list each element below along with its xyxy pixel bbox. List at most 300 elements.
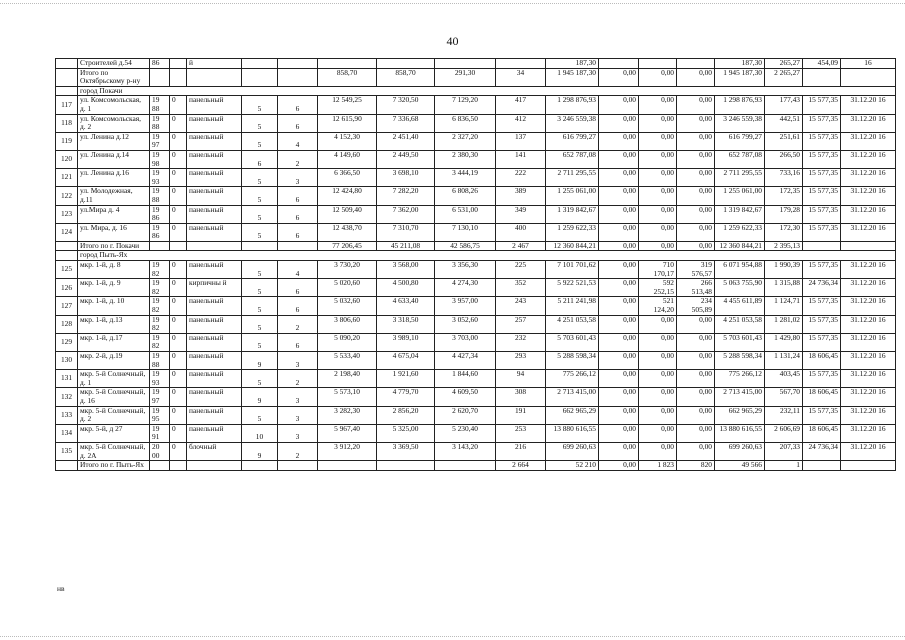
table-cell: 4 427,34 — [435, 352, 496, 370]
table-cell: 19 88 — [150, 352, 170, 370]
table-cell: 49 566 — [715, 461, 765, 471]
table-cell: панельный — [187, 370, 242, 388]
table-cell: 34 — [496, 68, 546, 86]
table-cell: 2 856,20 — [377, 406, 435, 424]
table-cell: 9 — [242, 442, 278, 460]
table-cell: 31.12.20 16 — [841, 169, 896, 187]
table-cell: 0,00 — [677, 370, 715, 388]
table-cell: 2 711 295,55 — [715, 169, 765, 187]
table-cell: 0,00 — [599, 68, 639, 86]
table-cell: 19 93 — [150, 370, 170, 388]
table-cell — [242, 461, 278, 471]
table-cell: 19 88 — [150, 187, 170, 205]
table-row — [56, 251, 896, 261]
table-cell: 616 799,27 — [715, 132, 765, 150]
address-cell: Итого по г. Покачи — [78, 241, 150, 251]
table-cell: 15 577,35 — [803, 223, 841, 241]
table-cell: 52 210 — [546, 461, 599, 471]
table-cell: 31.12.20 16 — [841, 442, 896, 460]
table-cell: 4 779,70 — [377, 388, 435, 406]
address-cell: мкр. 1-й, д. 10 — [78, 297, 150, 315]
table-cell: 4 149,60 — [318, 150, 377, 168]
table-cell: 3 052,60 — [435, 315, 496, 333]
table-cell — [639, 59, 677, 69]
table-cell: 0,00 — [639, 169, 677, 187]
table-cell — [278, 68, 318, 86]
table-cell: 820 — [677, 461, 715, 471]
table-cell: 5 — [242, 261, 278, 279]
table-cell: 19 82 — [150, 297, 170, 315]
address-cell: мкр. 1-й, д. 9 — [78, 279, 150, 297]
address-cell: мкр. 1-й, д. 8 — [78, 261, 150, 279]
table-cell: 2 — [278, 315, 318, 333]
table-cell: 6 — [242, 150, 278, 168]
table-cell: 0 — [170, 187, 187, 205]
address-cell: Строителей д.54 — [78, 59, 150, 69]
table-cell: 0,00 — [639, 96, 677, 114]
table-cell: 5 — [242, 333, 278, 351]
row-number — [56, 59, 78, 69]
table-cell: 1 255 061,00 — [715, 187, 765, 205]
table-cell: 1 844,60 — [435, 370, 496, 388]
table-cell: 0,00 — [639, 68, 677, 86]
table-cell: 0 — [170, 261, 187, 279]
table-cell — [435, 59, 496, 69]
table-cell: 6 366,50 — [318, 169, 377, 187]
table-cell: 187,30 — [715, 59, 765, 69]
table-cell: 1 255 061,00 — [546, 187, 599, 205]
table-cell: 94 — [496, 370, 546, 388]
table-cell: 31.12.20 16 — [841, 333, 896, 351]
table-cell: 3 282,30 — [318, 406, 377, 424]
table-cell: й — [187, 59, 242, 69]
table-cell: 3 568,00 — [377, 261, 435, 279]
table-cell: 253 — [496, 424, 546, 442]
address-cell: ул. Ленина д.14 — [78, 150, 150, 168]
table-cell: 0 — [170, 370, 187, 388]
table-cell: 5 — [242, 132, 278, 150]
table-cell: 7 282,20 — [377, 187, 435, 205]
table-cell: 0,00 — [639, 315, 677, 333]
table-cell: 2 395,13 — [765, 241, 803, 251]
table-cell: 141 — [496, 150, 546, 168]
table-cell: 0 — [170, 96, 187, 114]
table-cell: 1 990,39 — [765, 261, 803, 279]
table-cell — [242, 241, 278, 251]
table-cell: панельный — [187, 261, 242, 279]
table-cell: 15 577,35 — [803, 169, 841, 187]
table-cell: 15 577,35 — [803, 205, 841, 223]
table-cell: 0 — [170, 132, 187, 150]
table-cell: 349 — [496, 205, 546, 223]
table-cell: 0,00 — [599, 96, 639, 114]
table-cell: 2 711 295,55 — [546, 169, 599, 187]
table-cell: 1 298 876,93 — [715, 96, 765, 114]
page-number: 40 — [446, 34, 459, 48]
table-cell: 442,51 — [765, 114, 803, 132]
row-number: 130 — [56, 352, 78, 370]
table-cell: 19 86 — [150, 205, 170, 223]
table-cell: 0 — [170, 114, 187, 132]
table-cell: 308 — [496, 388, 546, 406]
table-cell: 3 912,20 — [318, 442, 377, 460]
table-cell: 12 438,70 — [318, 223, 377, 241]
table-cell: 652 787,08 — [546, 150, 599, 168]
table-cell: 6 — [278, 223, 318, 241]
table-cell: 19 82 — [150, 261, 170, 279]
table-cell: 412 — [496, 114, 546, 132]
table-cell: 0,00 — [639, 223, 677, 241]
table-cell: 10 — [242, 424, 278, 442]
table-cell: 5 211 241,98 — [546, 297, 599, 315]
address-cell: мкр. 5-й, д 27 — [78, 424, 150, 442]
table-cell: панельный — [187, 205, 242, 223]
table-cell: 389 — [496, 187, 546, 205]
table-cell: 0 — [170, 169, 187, 187]
table-cell: 7 336,68 — [377, 114, 435, 132]
address-cell: Итого по г. Пыть-Ях — [78, 461, 150, 471]
address-cell: мкр. 5-й Солнечный, д. 16 — [78, 388, 150, 406]
table-cell: 31.12.20 16 — [841, 406, 896, 424]
row-number: 126 — [56, 279, 78, 297]
row-number: 117 — [56, 96, 78, 114]
table-cell: 3 989,10 — [377, 333, 435, 351]
table-cell: 2 620,70 — [435, 406, 496, 424]
table-cell: панельный — [187, 132, 242, 150]
table-cell: 31.12.20 16 — [841, 114, 896, 132]
address-cell: мкр. 5-й Солнечный, д. 2 — [78, 406, 150, 424]
table-cell: 6 — [278, 279, 318, 297]
table-row — [56, 96, 896, 114]
table-cell: 12 615,90 — [318, 114, 377, 132]
table-cell: 0,00 — [677, 406, 715, 424]
table-cell: 0 — [170, 406, 187, 424]
table-cell: 567,70 — [765, 388, 803, 406]
row-number: 124 — [56, 223, 78, 241]
table-cell: 0,00 — [599, 114, 639, 132]
table-cell: 31.12.20 16 — [841, 370, 896, 388]
table-cell: 18 606,45 — [803, 388, 841, 406]
table-cell: 31.12.20 16 — [841, 279, 896, 297]
table-row — [56, 68, 896, 86]
row-number — [56, 461, 78, 471]
table-cell: 0 — [170, 352, 187, 370]
table-cell: 3 957,00 — [435, 297, 496, 315]
table-cell: 1 131,24 — [765, 352, 803, 370]
table-cell: 0,00 — [677, 132, 715, 150]
table-cell: 5 573,10 — [318, 388, 377, 406]
table-row — [56, 461, 896, 471]
table-cell: 0,00 — [599, 241, 639, 251]
table-cell: 2 664 — [496, 461, 546, 471]
table-cell: 0,00 — [639, 406, 677, 424]
table-cell: 2 198,40 — [318, 370, 377, 388]
table-cell: 5 063 755,90 — [715, 279, 765, 297]
table-cell: 4 251 053,58 — [546, 315, 599, 333]
table-cell: 5 032,60 — [318, 297, 377, 315]
table-cell: 0,00 — [639, 241, 677, 251]
table-cell: 31.12.20 16 — [841, 96, 896, 114]
table-cell: 699 260,63 — [715, 442, 765, 460]
table-cell: 15 577,35 — [803, 333, 841, 351]
table-cell: 1 319 842,67 — [715, 205, 765, 223]
table-cell: 31.12.20 16 — [841, 187, 896, 205]
table-cell: 15 577,35 — [803, 261, 841, 279]
table-cell: 2 265,27 — [765, 68, 803, 86]
table-cell: 5 967,40 — [318, 424, 377, 442]
table-cell: 6 — [278, 114, 318, 132]
table-cell: 699 260,63 — [546, 442, 599, 460]
table-cell: 2 380,30 — [435, 150, 496, 168]
table-cell: 19 82 — [150, 333, 170, 351]
table-cell: 3 — [278, 424, 318, 442]
table-cell: 3 — [278, 352, 318, 370]
table-cell: 3 806,60 — [318, 315, 377, 333]
table-cell: 42 586,75 — [435, 241, 496, 251]
data-table — [55, 58, 896, 471]
table-cell — [187, 461, 242, 471]
table-cell: панельный — [187, 406, 242, 424]
table-cell: 0,00 — [639, 150, 677, 168]
table-row — [56, 424, 896, 442]
table-cell: 4 675,04 — [377, 352, 435, 370]
table-cell: 2 713 415,00 — [715, 388, 765, 406]
page-footer-note: нв — [57, 584, 65, 593]
table-cell: 12 360 844,21 — [715, 241, 765, 251]
table-cell: 5 230,40 — [435, 424, 496, 442]
table-cell — [496, 59, 546, 69]
table-cell: 0,00 — [677, 169, 715, 187]
table-cell — [377, 59, 435, 69]
table-cell: 0,00 — [677, 68, 715, 86]
table-cell: 31.12.20 16 — [841, 388, 896, 406]
address-cell: ул. Комсомольская, д. 2 — [78, 114, 150, 132]
table-cell: 15 577,35 — [803, 132, 841, 150]
table-row — [56, 333, 896, 351]
table-cell: 216 — [496, 442, 546, 460]
table-cell: 0,00 — [677, 223, 715, 241]
table-cell: 0,00 — [599, 424, 639, 442]
table-cell: 0,00 — [677, 187, 715, 205]
row-number: 135 — [56, 442, 78, 460]
table-cell: панельный — [187, 388, 242, 406]
table-cell: 2 449,50 — [377, 150, 435, 168]
table-cell: 0,00 — [677, 424, 715, 442]
table-cell — [841, 68, 896, 86]
table-cell: 265,27 — [765, 59, 803, 69]
table-row — [56, 169, 896, 187]
table-cell — [841, 461, 896, 471]
address-cell: ул. Молодежная, д.11 — [78, 187, 150, 205]
table-cell: 2 — [278, 442, 318, 460]
table-cell: 4 609,50 — [435, 388, 496, 406]
table-cell: 0,00 — [599, 352, 639, 370]
table-cell: 0,00 — [677, 114, 715, 132]
table-cell: панельный — [187, 352, 242, 370]
address-cell: мкр. 5-й Солнечный, д. 1 — [78, 370, 150, 388]
address-cell: мкр. 2-й, д.19 — [78, 352, 150, 370]
table-cell: 31.12.20 16 — [841, 315, 896, 333]
table-cell: 2 — [278, 370, 318, 388]
table-cell: 4 633,40 — [377, 297, 435, 315]
table-cell: 6 — [278, 297, 318, 315]
table-row — [56, 388, 896, 406]
table-cell: 266,50 — [765, 150, 803, 168]
table-cell: 15 577,35 — [803, 406, 841, 424]
table-cell: 0,00 — [639, 132, 677, 150]
row-number: 134 — [56, 424, 78, 442]
table-cell: 5 703 601,43 — [546, 333, 599, 351]
table-cell: 0,00 — [677, 205, 715, 223]
table-cell: 137 — [496, 132, 546, 150]
table-cell: 710 170,17 — [639, 261, 677, 279]
table-cell: 6 — [278, 187, 318, 205]
table-cell: 4 — [278, 132, 318, 150]
table-cell: кирпичны й — [187, 279, 242, 297]
table-cell: 521 124,20 — [639, 297, 677, 315]
table-cell: 4 — [278, 261, 318, 279]
table-cell: 13 880 616,55 — [546, 424, 599, 442]
table-cell: панельный — [187, 297, 242, 315]
table-cell — [170, 68, 187, 86]
table-cell: 15 577,35 — [803, 297, 841, 315]
table-cell: 19 82 — [150, 315, 170, 333]
table-cell: 7 320,50 — [377, 96, 435, 114]
table-cell: 662 965,29 — [546, 406, 599, 424]
table-row — [56, 205, 896, 223]
table-cell: 191 — [496, 406, 546, 424]
table-cell — [803, 68, 841, 86]
table-cell: 5 020,60 — [318, 279, 377, 297]
address-cell: мкр. 5-й Солнечный, д. 2А — [78, 442, 150, 460]
table-cell: 19 82 — [150, 279, 170, 297]
table-cell: 31.12.20 16 — [841, 424, 896, 442]
section-heading: город Покачи — [78, 86, 896, 96]
table-cell: 0,00 — [639, 114, 677, 132]
table-cell: 18 606,45 — [803, 352, 841, 370]
table-cell: 0,00 — [599, 132, 639, 150]
table-cell: 0,00 — [639, 370, 677, 388]
table-cell: 9 — [242, 388, 278, 406]
table-cell: 1 945 187,30 — [715, 68, 765, 86]
table-cell: 5 — [242, 315, 278, 333]
table-cell: 5 — [242, 96, 278, 114]
table-cell: 5 288 598,34 — [546, 352, 599, 370]
section-heading: город Пыть-Ях — [78, 251, 896, 261]
table-cell: 3 703,00 — [435, 333, 496, 351]
table-cell — [56, 251, 78, 261]
table-cell — [278, 241, 318, 251]
table-cell: 293 — [496, 352, 546, 370]
table-cell: 858,70 — [318, 68, 377, 86]
table-cell: 3 — [278, 406, 318, 424]
table-cell — [278, 59, 318, 69]
table-cell: 0,00 — [599, 205, 639, 223]
table-cell: 1 298 876,93 — [546, 96, 599, 114]
table-cell: 0,00 — [599, 150, 639, 168]
table-cell: 12 424,80 — [318, 187, 377, 205]
table-cell: 232,11 — [765, 406, 803, 424]
row-number — [56, 241, 78, 251]
table-row — [56, 187, 896, 205]
table-cell: 15 577,35 — [803, 370, 841, 388]
table-cell: 1 — [765, 461, 803, 471]
table-cell: 454,09 — [803, 59, 841, 69]
table-cell: 225 — [496, 261, 546, 279]
row-number: 132 — [56, 388, 78, 406]
table-cell: 1 823 — [639, 461, 677, 471]
table-cell: 5 — [242, 205, 278, 223]
table-cell: 5 — [242, 223, 278, 241]
table-cell: 243 — [496, 297, 546, 315]
table-row — [56, 86, 896, 96]
table-cell: панельный — [187, 96, 242, 114]
address-cell: ул. Мира, д. 16 — [78, 223, 150, 241]
table-cell: 858,70 — [377, 68, 435, 86]
table-cell: 19 98 — [150, 150, 170, 168]
table-cell: 775 266,12 — [715, 370, 765, 388]
table-cell: 5 — [242, 187, 278, 205]
table-cell: 0,00 — [599, 333, 639, 351]
table-cell — [150, 241, 170, 251]
table-cell: 6 — [278, 205, 318, 223]
row-number: 127 — [56, 297, 78, 315]
table-cell: 18 606,45 — [803, 424, 841, 442]
table-cell: 19 88 — [150, 114, 170, 132]
table-cell: 319 576,57 — [677, 261, 715, 279]
table-cell: 0 — [170, 223, 187, 241]
table-cell: 0 — [170, 424, 187, 442]
table-cell: 4 251 053,58 — [715, 315, 765, 333]
row-number: 128 — [56, 315, 78, 333]
table-cell: 0,00 — [599, 187, 639, 205]
table-cell — [170, 241, 187, 251]
table-cell: 234 505,89 — [677, 297, 715, 315]
table-cell: панельный — [187, 150, 242, 168]
table-cell: 31.12.20 16 — [841, 223, 896, 241]
table-cell: 1 124,71 — [765, 297, 803, 315]
table-cell: 207,33 — [765, 442, 803, 460]
table-cell: 3 — [278, 388, 318, 406]
table-cell: 0,00 — [639, 205, 677, 223]
table-cell: 0 — [170, 333, 187, 351]
table-cell: 2 713 415,00 — [546, 388, 599, 406]
table-cell: 31.12.20 16 — [841, 297, 896, 315]
table-cell: 19 86 — [150, 223, 170, 241]
row-number: 129 — [56, 333, 78, 351]
table-cell: 2 327,20 — [435, 132, 496, 150]
table-cell: 77 206,45 — [318, 241, 377, 251]
table-cell: 0,00 — [599, 169, 639, 187]
address-cell: ул.Мира д. 4 — [78, 205, 150, 223]
table-cell — [377, 461, 435, 471]
table-cell: 5 — [242, 114, 278, 132]
table-cell: 19 97 — [150, 132, 170, 150]
table-cell: 15 577,35 — [803, 315, 841, 333]
table-cell: 187,30 — [546, 59, 599, 69]
table-cell: 0,00 — [599, 442, 639, 460]
row-number: 119 — [56, 132, 78, 150]
table-cell: панельный — [187, 169, 242, 187]
table-cell: 5 922 521,53 — [546, 279, 599, 297]
table-row — [56, 442, 896, 460]
row-number — [56, 68, 78, 86]
table-cell: 19 93 — [150, 169, 170, 187]
table-cell: 0,00 — [639, 333, 677, 351]
table-cell — [435, 461, 496, 471]
table-cell — [150, 68, 170, 86]
table-cell: 3 730,20 — [318, 261, 377, 279]
